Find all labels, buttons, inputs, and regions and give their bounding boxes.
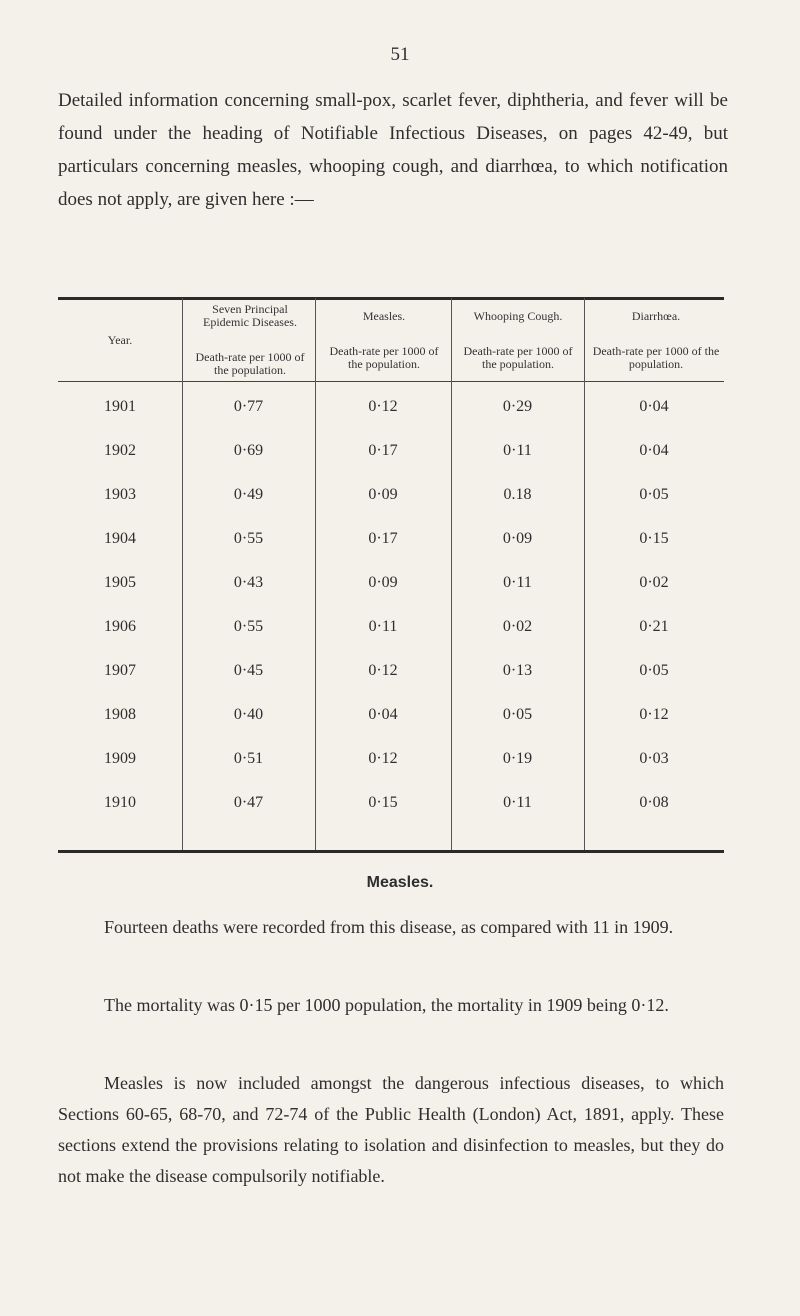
diarrhoea-rate-cell: 0·08 <box>639 794 669 811</box>
whooping-rate-cell: 0·11 <box>503 794 532 811</box>
epidemic-rate-cell: 0·77 <box>233 398 264 415</box>
whooping-rate-cell: 0·11 <box>503 574 532 591</box>
year-cell: 1907 <box>104 662 136 679</box>
table-row <box>58 474 724 518</box>
measles-rate-cell: 0·09 <box>368 486 398 503</box>
header-epidemic <box>190 300 310 380</box>
header-epidemic-title: Seven Principal Epidemic Diseases. <box>203 302 297 329</box>
epidemic-rate-cell: 0·51 <box>233 750 264 767</box>
table-body <box>58 386 724 826</box>
header-measles <box>322 300 446 380</box>
measles-paragraph: Fourteen deaths were recorded from this disease, as compared with 11 in 1909. <box>104 917 674 937</box>
header-year-label: Year. <box>107 332 133 347</box>
year-cell: 1901 <box>104 398 136 415</box>
year-cell: 1906 <box>104 618 136 635</box>
whooping-rate-cell: 0·02 <box>502 618 533 635</box>
year-cell: 1910 <box>104 794 136 811</box>
header-whooping-cough <box>458 300 578 380</box>
diarrhoea-rate-cell: 0·05 <box>639 662 669 679</box>
whooping-rate-cell: 0·05 <box>502 706 533 723</box>
diarrhoea-rate-cell: 0·21 <box>639 618 669 635</box>
diarrhoea-rate-cell: 0·12 <box>639 706 669 723</box>
measles-rate-cell: 0·17 <box>368 442 398 459</box>
year-cell: 1904 <box>104 530 136 547</box>
measles-rate-cell: 0·09 <box>368 574 398 591</box>
table-row <box>58 386 724 430</box>
header-whooping-title: Whooping Cough. <box>473 308 563 323</box>
epidemic-rate-cell: 0·45 <box>233 662 264 679</box>
header-epidemic-subtitle: Death-rate per 1000 of the population. <box>195 350 305 377</box>
epidemic-rate-cell: 0·40 <box>233 706 264 723</box>
epidemic-rate-cell: 0·55 <box>233 618 264 635</box>
table-row <box>58 562 724 606</box>
epidemic-rate-cell: 0·43 <box>233 574 264 591</box>
table-row <box>58 650 724 694</box>
measles-section-heading: Measles. <box>366 874 434 891</box>
header-measles-title: Measles. <box>362 308 406 323</box>
whooping-rate-cell: 0·19 <box>502 750 533 767</box>
whooping-rate-cell: 0·13 <box>502 662 533 679</box>
measles-rate-cell: 0·17 <box>368 530 398 547</box>
header-measles-subtitle: Death-rate per 1000 of the population. <box>329 343 439 371</box>
table-row <box>58 518 724 562</box>
epidemic-rate-cell: 0·47 <box>233 794 264 811</box>
diarrhoea-rate-cell: 0·05 <box>639 486 669 503</box>
table-row <box>58 430 724 474</box>
diarrhoea-rate-cell: 0·03 <box>639 750 669 767</box>
header-diarrhoea-title: Diarrhœa. <box>631 308 681 323</box>
whooping-rate-cell: 0.18 <box>503 486 532 503</box>
measles-rate-cell: 0·12 <box>368 750 398 767</box>
table-row <box>58 738 724 782</box>
year-cell: 1908 <box>104 706 136 723</box>
measles-paragraph: Measles is now included amongst the dangerous infectious diseases, to which Sections 60-65, 68-70, and 72-74 of the Public Health (London) Act, 1891, apply. These sections extend the provisions relating to isolation and disinfection to measles, but they do not make the disease compulsorily notifiable. <box>58 1073 724 1186</box>
page-number: 51 <box>390 44 410 65</box>
year-cell: 1905 <box>104 574 136 591</box>
year-cell: 1902 <box>104 442 136 459</box>
measles-rate-cell: 0·12 <box>368 398 398 415</box>
epidemic-rate-cell: 0·49 <box>233 486 264 503</box>
year-cell: 1909 <box>104 750 136 767</box>
table-row <box>58 694 724 738</box>
table-row <box>58 606 724 650</box>
measles-rate-cell: 0·04 <box>368 706 398 723</box>
diarrhoea-rate-cell: 0·15 <box>639 530 669 547</box>
measles-rate-cell: 0·12 <box>368 662 398 679</box>
table-bottom-rule <box>58 850 724 853</box>
measles-paragraph: The mortality was 0·15 per 1000 population, the mortality in 1909 being 0·12. <box>104 995 669 1015</box>
header-whooping-subtitle: Death-rate per 1000 of the population. <box>463 343 573 371</box>
header-diarrhoea <box>592 300 720 380</box>
diarrhoea-rate-cell: 0·04 <box>639 442 669 459</box>
whooping-rate-cell: 0·29 <box>502 398 533 415</box>
epidemic-rate-cell: 0·69 <box>233 442 264 459</box>
measles-rate-cell: 0·15 <box>368 794 398 811</box>
whooping-rate-cell: 0·11 <box>503 442 532 459</box>
table-row <box>58 782 724 826</box>
table-header-rule <box>58 381 724 382</box>
diarrhoea-rate-cell: 0·02 <box>639 574 669 591</box>
header-year <box>58 300 182 380</box>
diarrhoea-rate-cell: 0·04 <box>639 398 669 415</box>
intro-paragraph: Detailed information concerning small-pox, scarlet fever, diphtheria, and fever will be found under the heading of Notifiable Infectious Diseases, on pages 42-49, but particulars concerning measles, whooping cough, and diarrhœa, to which notification does not apply, are given here :— <box>58 90 728 210</box>
epidemic-rate-cell: 0·55 <box>233 530 264 547</box>
whooping-rate-cell: 0·09 <box>502 530 533 547</box>
header-diarrhoea-subtitle: Death-rate per 1000 of the population. <box>592 343 720 371</box>
measles-rate-cell: 0·11 <box>368 618 398 635</box>
year-cell: 1903 <box>104 486 136 503</box>
